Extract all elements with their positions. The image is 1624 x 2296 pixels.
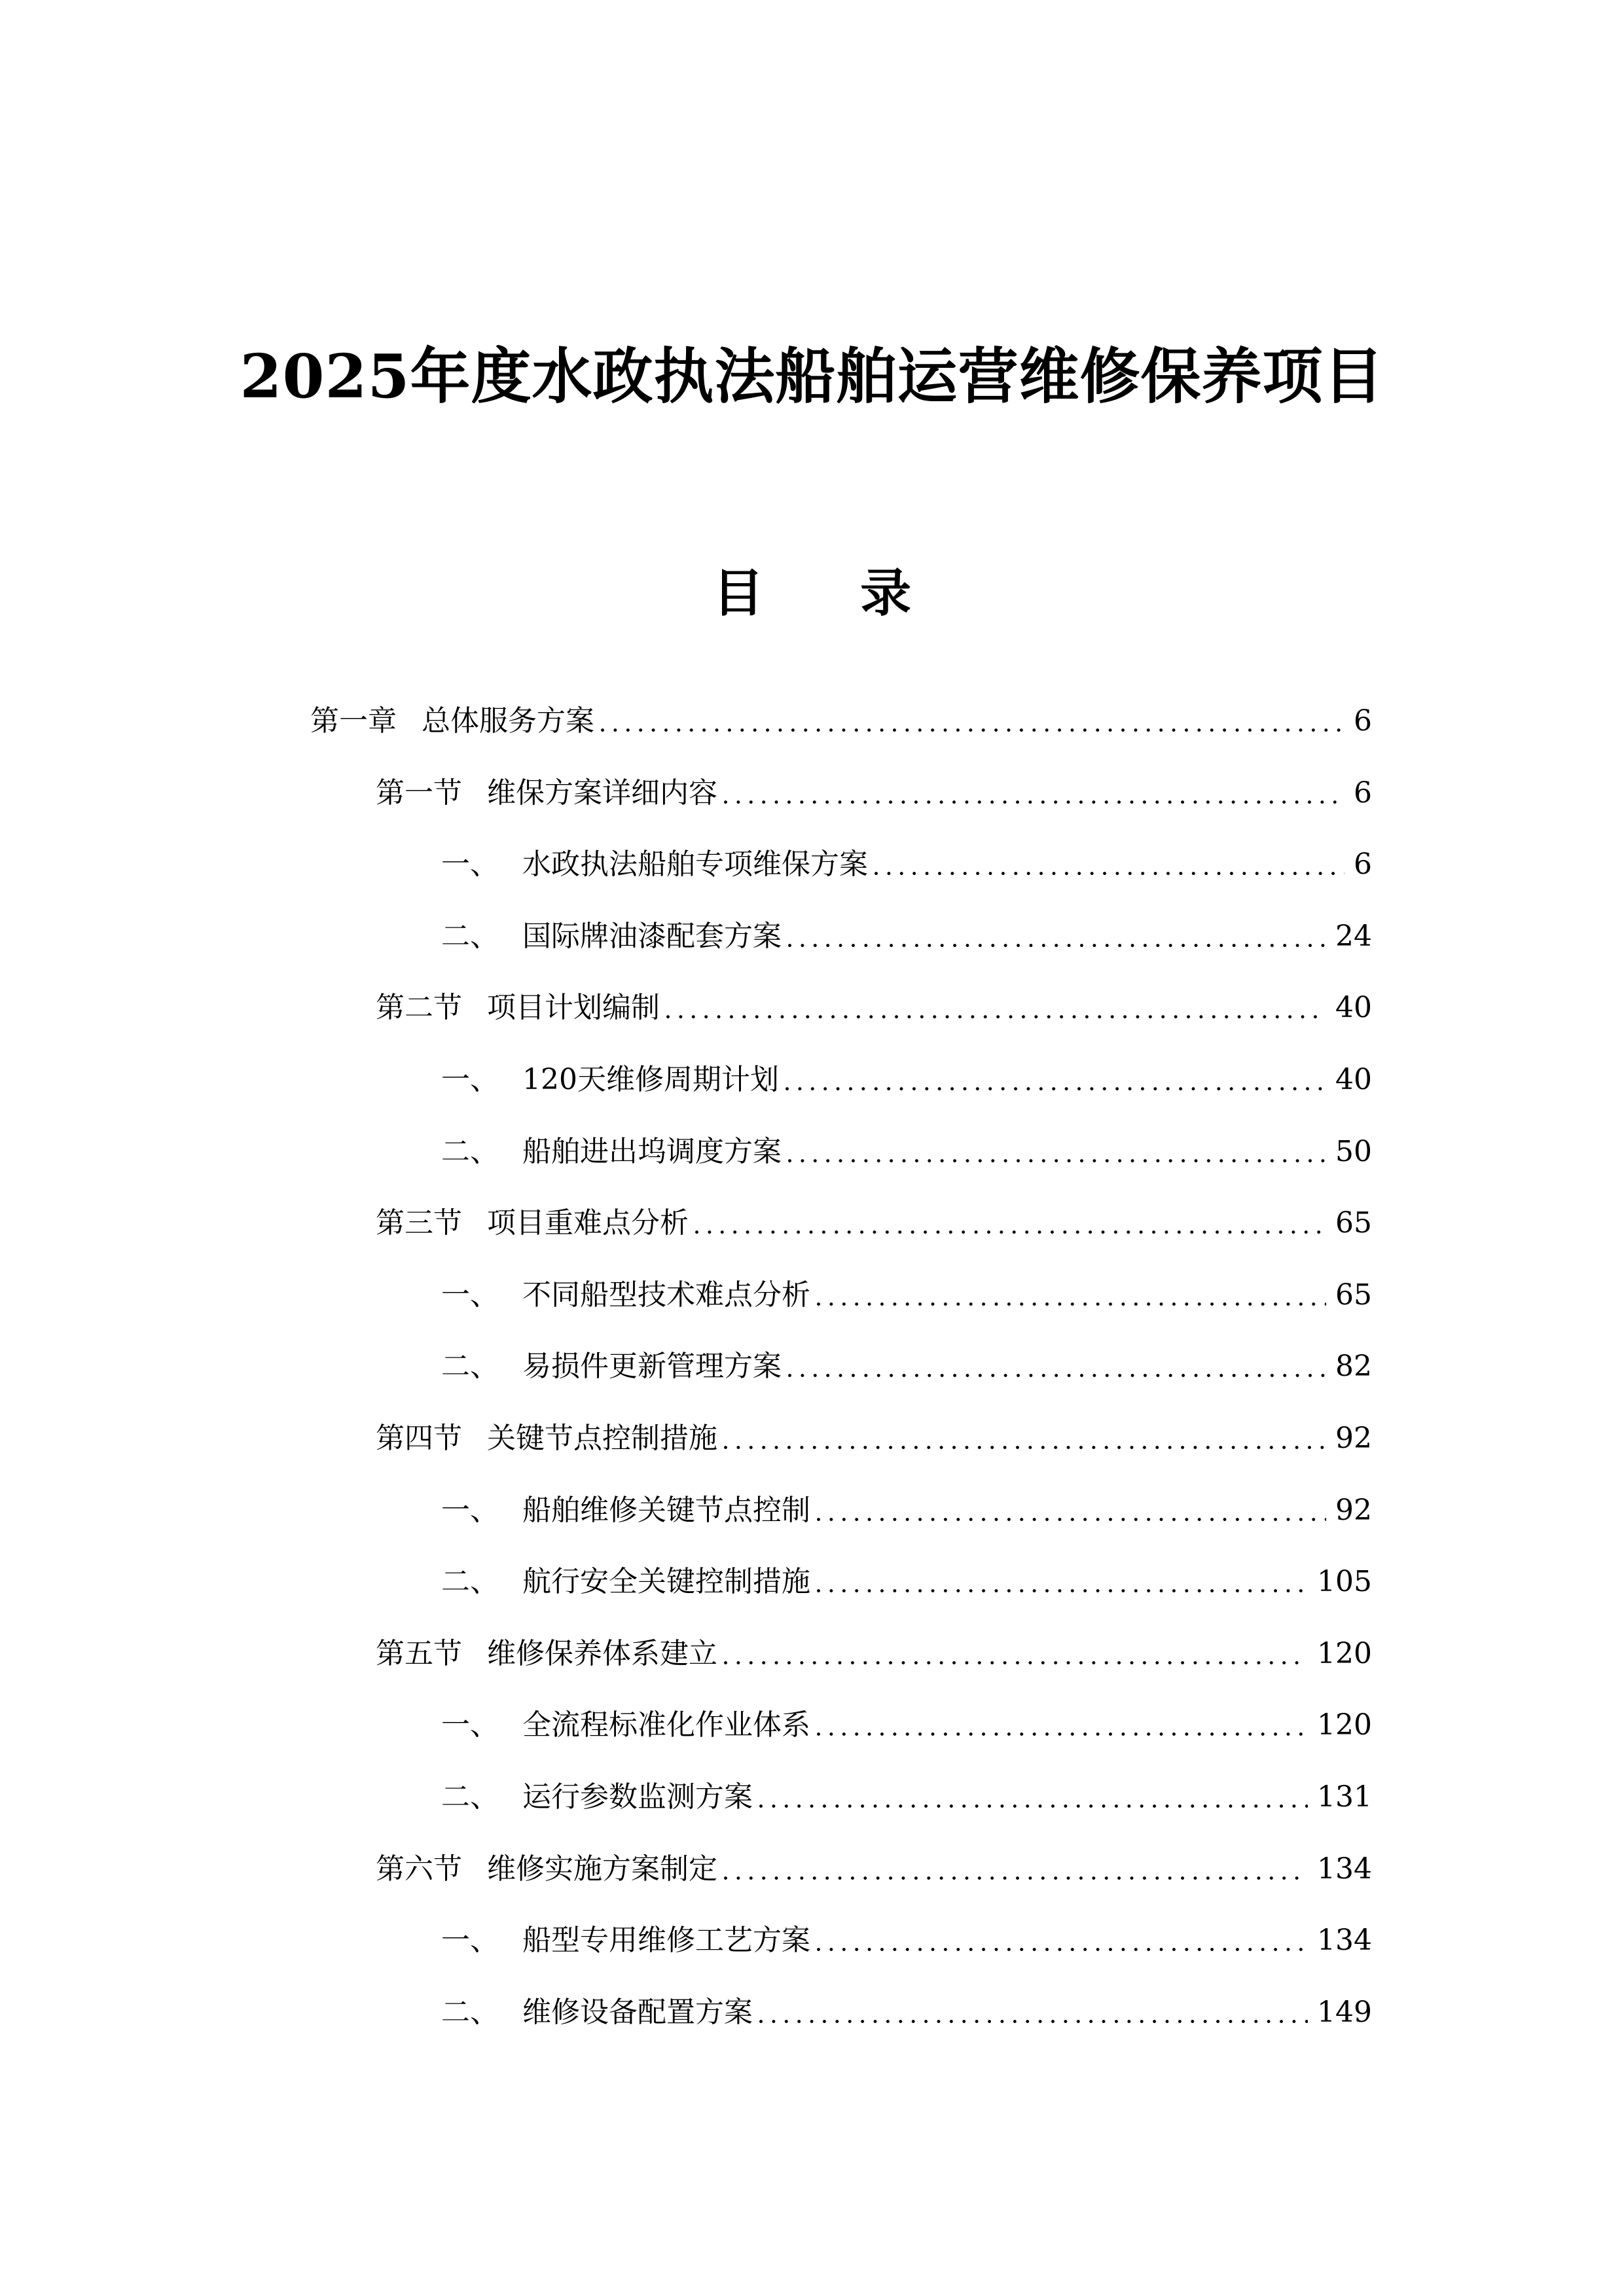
- toc-entry-page-number: 120: [1317, 1708, 1372, 1742]
- toc-dot-leader: [601, 702, 1344, 741]
- toc-entry-title: 船型专用维修工艺方案: [522, 1924, 810, 1958]
- toc-entry-number: 二、: [441, 1780, 499, 1814]
- toc-entry[interactable]: [441, 1113, 1372, 1172]
- toc-entry-number: 一、: [441, 1278, 499, 1312]
- toc-entry-number: 第六节: [376, 1852, 462, 1886]
- toc-entry[interactable]: [441, 1327, 1372, 1386]
- toc-dot-leader: [724, 1850, 1308, 1889]
- toc-entry-title: 易损件更新管理方案: [522, 1350, 782, 1384]
- toc-entry-title: 不同船型技术难点分析: [522, 1278, 810, 1312]
- toc-entry[interactable]: [310, 682, 1372, 741]
- toc-entry-title: 维修实施方案制定: [487, 1852, 717, 1886]
- toc-dot-leader: [817, 1276, 1326, 1315]
- toc-entry-title: 国际牌油漆配套方案: [522, 919, 782, 953]
- toc-entry-number: 二、: [441, 919, 499, 953]
- toc-entry-number: 一、: [441, 1924, 499, 1958]
- toc-dot-leader: [666, 988, 1326, 1028]
- toc-entry[interactable]: [441, 1041, 1372, 1100]
- toc-entry-number: 第一节: [376, 776, 462, 810]
- toc-entry[interactable]: [376, 1615, 1372, 1674]
- document-title: 2025年度水政执法船舶运营维修保养项目: [240, 341, 1384, 412]
- toc-entry-number: 二、: [441, 1565, 499, 1599]
- toc-entry-number: 一、: [441, 1708, 499, 1742]
- toc-dot-leader: [785, 1060, 1326, 1100]
- toc-entry-title: 总体服务方案: [422, 704, 594, 738]
- toc-entry[interactable]: [441, 1758, 1372, 1817]
- toc-dot-leader: [875, 845, 1344, 884]
- toc-dot-leader: [695, 1204, 1326, 1243]
- toc-entry[interactable]: [441, 1686, 1372, 1745]
- toc-entry-number: 二、: [441, 1995, 499, 2029]
- toc-entry-page-number: 92: [1335, 1493, 1372, 1527]
- toc-dot-leader: [759, 1778, 1308, 1817]
- toc-entry-title: 维修设备配置方案: [522, 1995, 753, 2029]
- toc-entry-title: 维修保养体系建立: [487, 1636, 717, 1670]
- toc-entry[interactable]: [441, 1471, 1372, 1530]
- toc-heading: 目 录: [712, 564, 951, 623]
- toc-entry-page-number: 134: [1317, 1924, 1372, 1958]
- toc-entry-number: 二、: [441, 1134, 499, 1168]
- toc-entry-page-number: 120: [1317, 1636, 1372, 1670]
- toc-entry-page-number: 65: [1335, 1278, 1372, 1312]
- toc-entry[interactable]: [376, 969, 1372, 1028]
- toc-entry-title: 船舶进出坞调度方案: [522, 1134, 782, 1168]
- toc-entry-title: 项目重难点分析: [487, 1206, 689, 1240]
- toc-entry-page-number: 50: [1335, 1134, 1372, 1168]
- table-of-contents: [0, 682, 1624, 2122]
- toc-dot-leader: [724, 1634, 1308, 1674]
- toc-entry-number: 第五节: [376, 1636, 462, 1670]
- toc-entry[interactable]: [441, 825, 1372, 884]
- toc-entry-title: 船舶维修关键节点控制: [522, 1493, 810, 1527]
- toc-entry-page-number: 65: [1335, 1206, 1372, 1240]
- toc-entry[interactable]: [376, 1399, 1372, 1458]
- toc-entry[interactable]: [441, 1973, 1372, 2032]
- toc-entry-title: 项目计划编制: [487, 991, 660, 1025]
- toc-entry-page-number: 92: [1335, 1422, 1372, 1455]
- toc-entry-title: 航行安全关键控制措施: [522, 1565, 810, 1599]
- toc-entry-title: 关键节点控制措施: [487, 1422, 717, 1455]
- toc-entry-number: 二、: [441, 1350, 499, 1384]
- toc-dot-leader: [724, 1419, 1326, 1458]
- toc-entry-number: 第三节: [376, 1206, 462, 1240]
- toc-entry[interactable]: [441, 897, 1372, 956]
- toc-dot-leader: [759, 1993, 1308, 2032]
- toc-entry-page-number: 149: [1317, 1995, 1372, 2029]
- toc-entry-page-number: 6: [1354, 776, 1372, 810]
- toc-entry-title: 全流程标准化作业体系: [522, 1708, 810, 1742]
- toc-entry[interactable]: [441, 1543, 1372, 1602]
- toc-entry-page-number: 40: [1335, 991, 1372, 1025]
- toc-entry[interactable]: [441, 1256, 1372, 1315]
- toc-entry-page-number: 131: [1317, 1780, 1372, 1814]
- toc-entry-number: 一、: [441, 1063, 499, 1096]
- toc-dot-leader: [788, 1132, 1326, 1172]
- toc-entry-page-number: 24: [1335, 919, 1372, 953]
- toc-entry-number: 一、: [441, 1493, 499, 1527]
- toc-dot-leader: [817, 1706, 1308, 1745]
- toc-entry-number: 第一章: [310, 704, 397, 738]
- toc-dot-leader: [788, 1347, 1326, 1386]
- toc-dot-leader: [817, 1562, 1308, 1602]
- toc-entry-number: 第四节: [376, 1422, 462, 1455]
- toc-dot-leader: [724, 774, 1344, 813]
- toc-entry-number: 第二节: [376, 991, 462, 1025]
- toc-entry-title: 运行参数监测方案: [522, 1780, 753, 1814]
- toc-dot-leader: [788, 917, 1326, 956]
- toc-entry-page-number: 40: [1335, 1063, 1372, 1096]
- toc-entry[interactable]: [441, 1901, 1372, 1960]
- toc-entry-page-number: 82: [1335, 1350, 1372, 1384]
- toc-entry[interactable]: [376, 754, 1372, 813]
- toc-dot-leader: [817, 1491, 1326, 1530]
- toc-entry-title: 水政执法船舶专项维保方案: [522, 848, 868, 882]
- toc-entry[interactable]: [376, 1830, 1372, 1889]
- toc-entry-number: 一、: [441, 848, 499, 882]
- toc-entry-title: 120天维修周期计划: [522, 1063, 779, 1096]
- toc-entry-page-number: 6: [1354, 848, 1372, 882]
- toc-entry[interactable]: [376, 1184, 1372, 1243]
- toc-entry-page-number: 105: [1317, 1565, 1372, 1599]
- toc-entry-page-number: 134: [1317, 1852, 1372, 1886]
- toc-entry-title: 维保方案详细内容: [487, 776, 717, 810]
- toc-dot-leader: [817, 1921, 1308, 1960]
- toc-entry-page-number: 6: [1354, 704, 1372, 738]
